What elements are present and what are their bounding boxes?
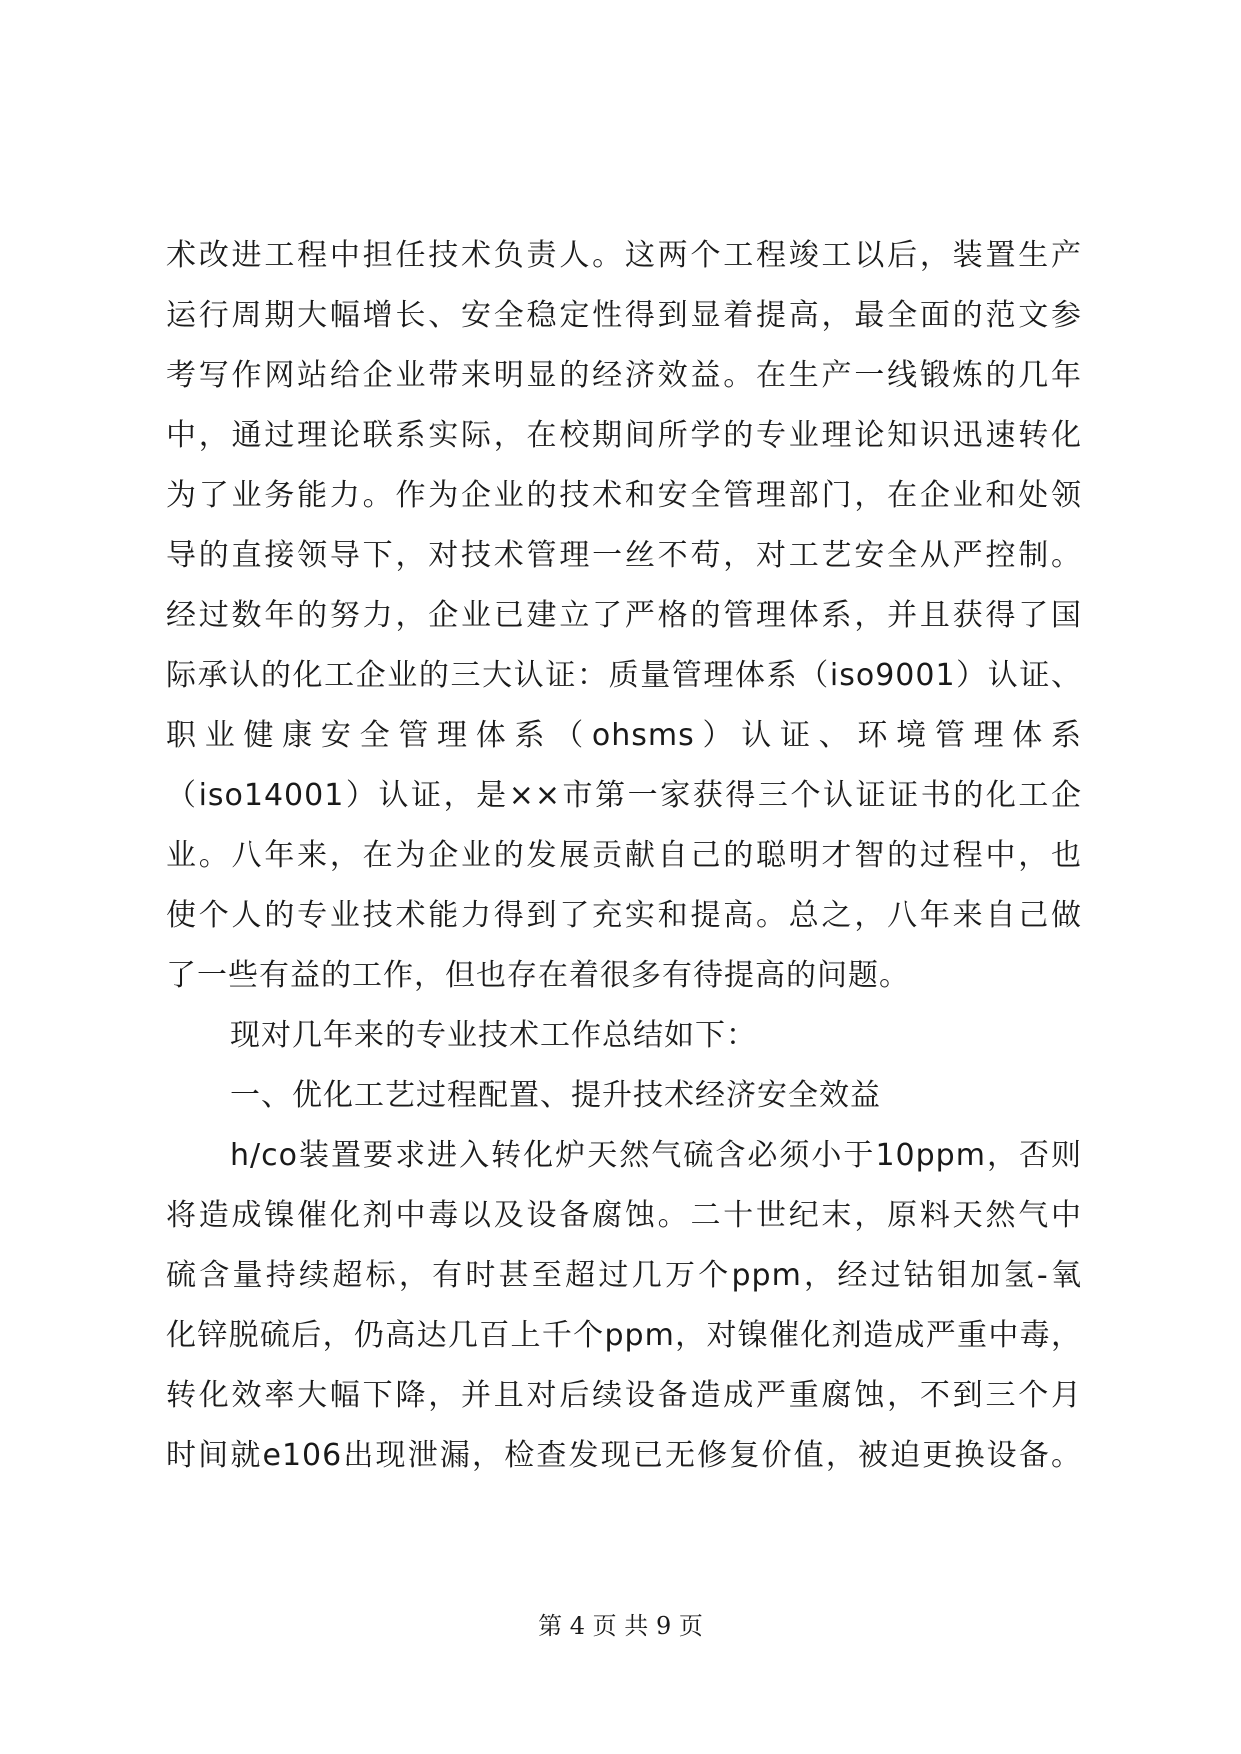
text-line: 时间就e106出现泄漏，检查发现已无修复价值，被迫更换设备。 [166,1438,1082,1473]
text-line: 际承认的化工企业的三大认证：质量管理体系（iso9001）认证、 [166,658,1082,693]
document-body [166,226,1082,1486]
page-number-footer: 第 4 页 共 9 页 [538,1612,703,1640]
text-line: 导的直接领导下，对技术管理一丝不苟，对工艺安全从严控制。 [166,538,1082,573]
text-line: 了一些有益的工作，但也存在着很多有待提高的问题。 [166,958,910,993]
text-line: 为了业务能力。作为企业的技术和安全管理部门，在企业和处领 [166,478,1082,513]
text-line: 转化效率大幅下降，并且对后续设备造成严重腐蚀，不到三个月 [166,1378,1082,1413]
text-line: 中，通过理论联系实际，在校期间所学的专业理论知识迅速转化 [166,418,1082,453]
text-line: 使个人的专业技术能力得到了充实和提高。总之，八年来自己做 [166,898,1082,933]
text-line: 运行周期大幅增长、安全稳定性得到显着提高，最全面的范文参 [166,298,1082,333]
text-line: 职业健康安全管理体系（ohsms）认证、环境管理体系 [166,718,1082,753]
text-line: h/co装置要求进入转化炉天然气硫含必须小于10ppm，否则 [230,1138,1082,1173]
text-line: 术改进工程中担任技术负责人。这两个工程竣工以后，装置生产 [166,238,1082,273]
text-line: 经过数年的努力，企业已建立了严格的管理体系，并且获得了国 [166,598,1082,633]
text-line: 考写作网站给企业带来明显的经济效益。在生产一线锻炼的几年 [166,358,1082,393]
text-line: 化锌脱硫后，仍高达几百上千个ppm，对镍催化剂造成严重中毒， [166,1318,1082,1353]
text-line: 业。八年来，在为企业的发展贡献自己的聪明才智的过程中，也 [166,838,1082,873]
text-line: 将造成镍催化剂中毒以及设备腐蚀。二十世纪末，原料天然气中 [166,1198,1082,1233]
section-heading: 一、优化工艺过程配置、提升技术经济安全效益 [230,1078,881,1113]
text-line: （iso14001）认证，是××市第一家获得三个认证证书的化工企 [166,778,1082,813]
intro-line: 现对几年来的专业技术工作总结如下： [230,1018,757,1053]
text-line: 硫含量持续超标，有时甚至超过几万个ppm，经过钴钼加氢-氧 [166,1258,1082,1293]
